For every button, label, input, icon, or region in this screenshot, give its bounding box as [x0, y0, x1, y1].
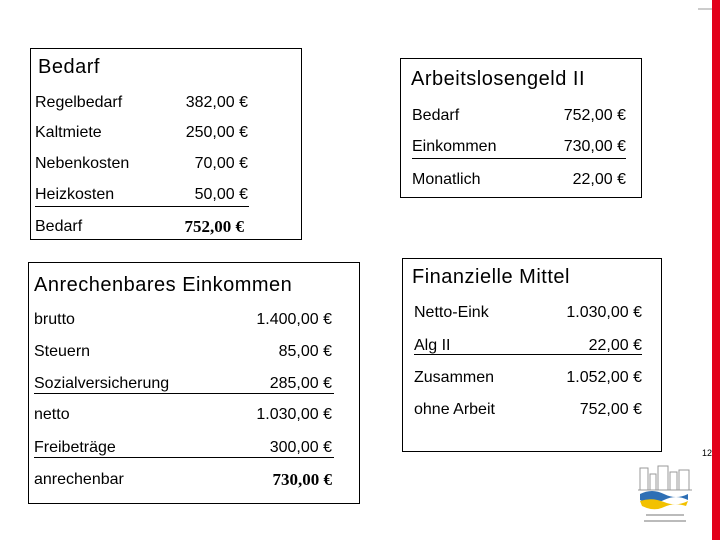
mittel-row-label: Alg II — [414, 337, 451, 354]
mittel-sum-line — [414, 354, 642, 355]
mittel-row-value: 1.030,00 € — [566, 304, 642, 321]
alg-row-label: Einkommen — [412, 138, 497, 155]
mittel-row-value: 22,00 € — [588, 337, 642, 354]
bedarf-row-label: Heizkosten — [35, 186, 115, 203]
einkommen-title: Anrechenbares Einkommen — [34, 274, 293, 296]
bedarf-row-value: 382,00 € — [185, 94, 248, 111]
bedarf-row-value: 250,00 € — [185, 124, 248, 141]
einkommen-row-label: brutto — [34, 311, 75, 328]
bedarf-row-value: 50,00 € — [194, 186, 248, 203]
bedarf-row-label: Regelbedarf — [35, 94, 123, 111]
alg-sum-line — [412, 158, 626, 159]
alg-row-value: 752,00 € — [563, 107, 626, 124]
alg-row-value: 730,00 € — [563, 138, 626, 155]
bedarf-total-label: Bedarf — [35, 218, 83, 235]
bedarf-total-value: 752,00 € — [184, 217, 244, 236]
einkommen-sum-line-1 — [34, 393, 334, 394]
bedarf-row-value: 70,00 € — [194, 155, 248, 172]
einkommen-row-label: netto — [34, 406, 70, 423]
alg-row-value: 22,00 € — [572, 171, 626, 188]
einkommen-row-value: 300,00 € — [269, 439, 332, 456]
einkommen-sum-line-2 — [34, 457, 334, 458]
mittel-row-value: 752,00 € — [579, 401, 642, 418]
alg-row-label: Bedarf — [412, 107, 460, 124]
einkommen-row-label: Freibeträge — [34, 439, 116, 456]
mittel-row-label: ohne Arbeit — [414, 401, 495, 418]
einkommen-total-value: 730,00 € — [272, 470, 332, 489]
mittel-row-label: Zusammen — [414, 369, 495, 386]
bedarf-row-label: Nebenkosten — [35, 155, 130, 172]
bedarf-row-label: Kaltmiete — [35, 124, 102, 141]
einkommen-row-label: Steuern — [34, 343, 91, 360]
bedarf-sum-line — [35, 206, 249, 207]
mittel-row-value: 1.052,00 € — [566, 369, 642, 386]
einkommen-row-value: 1.400,00 € — [256, 311, 332, 328]
einkommen-row-label: anrechenbar — [34, 471, 124, 488]
einkommen-row-label: Sozialversicherung — [34, 375, 170, 392]
page-number: 12 — [702, 448, 713, 458]
alg-row-label: Monatlich — [412, 171, 481, 188]
mittel-title: Finanzielle Mittel — [412, 266, 570, 288]
bedarf-title: Bedarf — [38, 56, 100, 78]
alg-title: Arbeitslosengeld II — [411, 68, 586, 90]
mittel-row-label: Netto-Eink — [414, 304, 489, 321]
top-dash — [698, 8, 712, 10]
city-logo-icon — [636, 462, 694, 528]
accent-bar — [712, 0, 720, 540]
einkommen-row-value: 285,00 € — [269, 375, 332, 392]
einkommen-row-value: 85,00 € — [278, 343, 332, 360]
einkommen-row-value: 1.030,00 € — [256, 406, 332, 423]
